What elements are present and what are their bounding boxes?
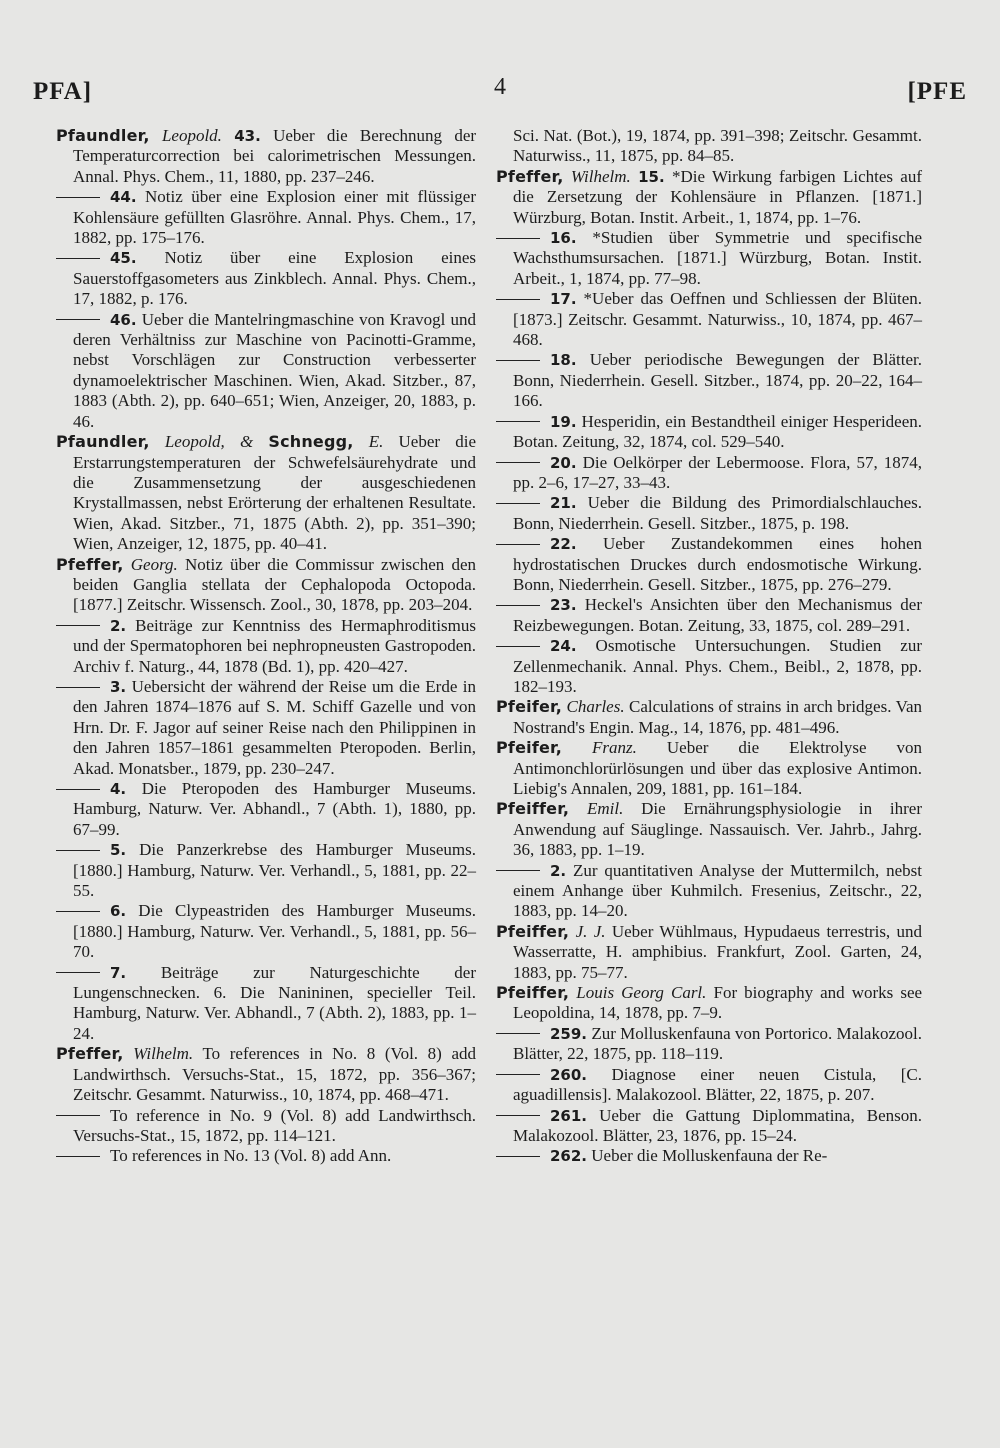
entry-number: 5. bbox=[110, 841, 127, 860]
bibliography-entry bbox=[56, 1044, 476, 1105]
entry-text: Ueber die Mantelringmaschine von Kravogl und deren Verhältniss zur Maschine von Pacinotti-Gramme, nebst Vorschlägen zur Construction verbesserter dynamoelektrischer Maschinen. Wien, Akad. Sitzber., 87, 1883 (Abth. 2), pp. 640–651; Wien, Anzeiger, 20, 1883, p. 46. bbox=[73, 309, 477, 431]
entry-text: Notiz über die Commissur zwischen den beiden Ganglia stellata der Cephalopoda Octopoda. [1877.] Zeitschr. Wissensch. Zool., 30, 1878, pp. 203–204. bbox=[73, 554, 477, 615]
ditto-dash bbox=[496, 1156, 540, 1157]
entry-number: 7. bbox=[110, 963, 127, 982]
ditto-dash bbox=[56, 1115, 100, 1116]
ditto-dash bbox=[56, 258, 100, 259]
entry-text: Beiträge zur Naturgeschichte der Lungenschnecken. 6. Die Nanininen, specieller Teil. Hamburg, Naturw. Ver. Abhandl., 7 (Abth. 2), 1883, pp. 1–24. bbox=[73, 962, 477, 1043]
bibliography-entry bbox=[496, 453, 922, 494]
entry-text: Calculations of strains in arch bridges. Van Nostrand's Engin. Mag., 14, 1876, pp. 481–496. bbox=[513, 697, 923, 737]
author-surname: Pfeffer, bbox=[496, 166, 564, 186]
author-surname: Pfaundler, bbox=[56, 126, 150, 145]
entry-number: 46. bbox=[110, 310, 137, 329]
entry-number: 22. bbox=[550, 535, 577, 554]
entry-number: 260. bbox=[550, 1065, 588, 1084]
bibliography-entry bbox=[496, 493, 922, 534]
entry-text: Ueber die Erstarrungstemperaturen der Schwefelsäurehydrate und die Zusammensetzung der ausgeschiedenen Krystallmassen, nebst Erörterung der erhaltenen Resultate. Wien, Akad. Sitzber., 71, 1875 (Abth. 2), pp. 351–390; Wien, Anzeiger, 12, 1875, pp. 40–41. bbox=[73, 432, 476, 554]
entry-number: 6. bbox=[110, 902, 127, 921]
ditto-dash bbox=[56, 687, 100, 688]
entry-text: Die Oelkörper der Lebermoose. Flora, 57, 1874, pp. 2–6, 17–27, 33–43. bbox=[513, 452, 923, 492]
coauthor-surname: Schnegg, bbox=[268, 432, 354, 452]
entry-text: Heckel's Ansichten über den Mechanismus der Reizbewegungen. Botan. Zeitung, 33, 1875, col. 289–291. bbox=[513, 595, 922, 635]
bibliography-entry bbox=[56, 248, 476, 309]
bibliography-entry bbox=[56, 963, 476, 1045]
entry-number: 2. bbox=[110, 616, 127, 635]
entry-number: 261. bbox=[550, 1106, 588, 1125]
bibliography-entry bbox=[496, 167, 922, 228]
entry-number: 23. bbox=[550, 596, 577, 615]
bibliography-entry bbox=[56, 901, 476, 962]
entry-text: Ueber die Gattung Diplommatina, Benson. Malakozool. Blätter, 23, 1876, pp. 15–24. bbox=[513, 1105, 922, 1145]
author-surname: Pfeffer, bbox=[56, 554, 124, 574]
right-column bbox=[496, 126, 922, 1167]
author-given-name: J. J. bbox=[575, 921, 606, 941]
entry-text: To references in No. 13 (Vol. 8) add Ann. bbox=[110, 1146, 392, 1166]
author-surname: Pfeiffer, bbox=[496, 921, 570, 941]
bibliography-entry bbox=[496, 861, 922, 922]
entry-text: Hesperidin, ein Bestandtheil einiger Hesperideen. Botan. Zeitung, 32, 1874, col. 529–540. bbox=[513, 411, 923, 452]
header-left-range: PFA] bbox=[33, 78, 93, 105]
page-header bbox=[33, 74, 967, 118]
entry-number: 259. bbox=[550, 1024, 588, 1043]
bibliography-entry bbox=[56, 1106, 476, 1147]
author-surname: Pfeffer, bbox=[56, 1044, 124, 1064]
entry-text: Zur quantitativen Analyse der Muttermilch, nebst einem Anhange über Kuhmilch. Fresenius, Zeitschr., 22, 1883, pp. 14–20. bbox=[513, 860, 922, 921]
entry-text: Osmotische Untersuchungen. Studien zur Zellenmechanik. Annal. Phys. Chem., Beibl., 2, 1878, pp. 182–193. bbox=[513, 636, 923, 696]
entry-text: Ueber die Molluskenfauna der Re- bbox=[591, 1146, 828, 1166]
entry-number: 24. bbox=[550, 637, 577, 656]
entry-text: Ueber Zustandekommen eines hohen hydrostatischen Druckes durch endosmotische Wirkung. Bonn, Niederrhein. Gesell. Sitzber., 1875, pp. 276–279. bbox=[513, 534, 923, 594]
bibliography-entry bbox=[496, 983, 922, 1024]
bibliography-entry bbox=[496, 636, 922, 697]
bibliography-entry bbox=[56, 126, 476, 187]
entry-number: 44. bbox=[110, 188, 137, 207]
author-surname: Pfaundler, bbox=[56, 432, 150, 452]
entry-number: 15. bbox=[638, 167, 665, 186]
bibliography-entry bbox=[496, 595, 922, 636]
bibliography-entry bbox=[496, 922, 922, 983]
left-column bbox=[56, 126, 476, 1167]
entry-text: For biography and works see Leopoldina, 14, 1878, pp. 7–9. bbox=[513, 983, 923, 1023]
page-number: 4 bbox=[494, 74, 506, 100]
entry-text: *Die Wirkung farbigen Lichtes auf die Zersetzung der Kohlensäure in Pflanzen. [1871.] Würzburg, Botan. Instit. Arbeit., 1, 1874, pp. 1–76. bbox=[513, 166, 923, 227]
ditto-dash bbox=[496, 360, 540, 361]
author-surname: Pfeiffer, bbox=[496, 983, 570, 1003]
ditto-dash bbox=[56, 850, 100, 851]
ditto-dash bbox=[496, 544, 540, 545]
author-given-name: Charles. bbox=[566, 697, 625, 717]
entry-text: Die Pteropoden des Hamburger Museums. Hamburg, Naturw. Ver. Abhandl., 7 (Abth. 1), 1880, pp. 67–99. bbox=[73, 779, 477, 839]
author-given-name: Wilhelm. bbox=[570, 166, 631, 186]
author-given-name: Leopold, & bbox=[164, 432, 254, 452]
entry-number: 3. bbox=[110, 677, 127, 696]
entry-number: 4. bbox=[110, 780, 127, 798]
bibliography-entry bbox=[56, 432, 476, 554]
entry-text: Uebersicht der während der Reise um die Erde in den Jahren 1874–1876 auf S. M. Schiff Gazelle und von Hrn. Dr. F. Jagor auf seiner Reise nach den Philippinen in den Jahren 1857–1861 gesammelten Pteropoden. Berlin, Akad. Monatsber., 1879, pp. 230–247. bbox=[73, 676, 477, 778]
entry-number: 262. bbox=[550, 1147, 588, 1166]
entry-text: Zur Molluskenfauna von Portorico. Malakozool. Blätter, 22, 1875, pp. 118–119. bbox=[513, 1023, 922, 1064]
entry-text: Diagnose einer neuen Cistula, [C. aguadillensis]. Malakozool. Blätter, 22, 1875, p. 207. bbox=[513, 1064, 922, 1105]
entry-text: Ueber periodische Bewegungen der Blätter. Bonn, Niederrhein. Gesell. Sitzber., 1874, pp. 20–22, 164–166. bbox=[513, 350, 923, 411]
entry-text: Notiz über eine Explosion einer mit flüssiger Kohlensäure gefüllten Glasröhre. Annal. Phys. Chem., 17, 1882, pp. 175–176. bbox=[73, 187, 476, 248]
ditto-dash bbox=[496, 1033, 540, 1034]
bibliography-entry bbox=[496, 289, 922, 350]
author-surname: Pfeiffer, bbox=[496, 799, 570, 819]
bibliography-entry bbox=[496, 126, 922, 167]
entry-text: Sci. Nat. (Bot.), 19, 1874, pp. 391–398; Zeitschr. Gesammt. Naturwiss., 11, 1875, pp. 84–85. bbox=[513, 126, 922, 166]
entry-number: 19. bbox=[550, 412, 577, 431]
bibliography-entry bbox=[496, 799, 922, 860]
ditto-dash bbox=[496, 646, 540, 647]
bibliography-entry bbox=[56, 616, 476, 677]
ditto-dash bbox=[496, 299, 540, 300]
ditto-dash bbox=[496, 870, 540, 871]
entry-text: Ueber die Bildung des Primordialschlauches. Bonn, Niederrhein. Gesell. Sitzber., 1875, p. 198. bbox=[513, 493, 922, 533]
ditto-dash bbox=[496, 503, 540, 504]
entry-text: Ueber die Elektrolyse von Antimonchlorürlösungen und über das explosive Antimon. Liebig's Annalen, 209, 1881, pp. 161–184. bbox=[513, 738, 922, 798]
entry-number: 16. bbox=[550, 229, 577, 248]
entry-number: 43. bbox=[234, 127, 261, 145]
entry-text: To references in No. 8 (Vol. 8) add Landwirthsch. Versuchs-Stat., 15, 1872, pp. 356–367; Zeitschr. Gesammt. Naturwiss., 10, 1874, pp. 468–471. bbox=[73, 1044, 477, 1105]
bibliography-entry bbox=[496, 228, 922, 289]
author-given-name: Leopold. bbox=[161, 126, 222, 145]
bibliography-entry bbox=[496, 1106, 922, 1147]
ditto-dash bbox=[496, 421, 540, 422]
bibliography-entry bbox=[496, 350, 922, 411]
bibliography-entry bbox=[56, 555, 476, 616]
entry-text: To reference in No. 9 (Vol. 8) add Landwirthsch. Versuchs-Stat., 15, 1872, pp. 114–121. bbox=[73, 1105, 476, 1145]
author-surname: Pfeifer, bbox=[496, 738, 563, 758]
ditto-dash bbox=[56, 972, 100, 973]
entry-text: Die Panzerkrebse des Hamburger Museums. [1880.] Hamburg, Naturw. Ver. Verhandl., 5, 1881, pp. 22–55. bbox=[73, 840, 476, 901]
entry-text: Beiträge zur Kenntniss des Hermaphroditismus und der Spermatophoren bei nephropneusten Gastropoden. Archiv f. Naturg., 44, 1878 (Bd. 1), pp. 420–427. bbox=[73, 615, 476, 676]
entry-number: 2. bbox=[550, 861, 567, 880]
ditto-dash bbox=[496, 605, 540, 606]
ditto-dash bbox=[496, 238, 540, 239]
bibliography-entry bbox=[496, 1065, 922, 1106]
ditto-dash bbox=[496, 1074, 540, 1075]
ditto-dash bbox=[56, 319, 100, 320]
bibliography-entry bbox=[496, 1024, 922, 1065]
entry-text: Ueber Wühlmaus, Hypudaeus terrestris, und Wasserratte, H. amphibius. Frankfurt, Zool. Garten, 24, 1883, pp. 75–77. bbox=[513, 921, 923, 982]
ditto-dash bbox=[56, 197, 100, 198]
entry-text: Die Ernährungsphysiologie in ihrer Anwendung auf Säuglinge. Nassauisch. Ver. Jahrb., Jahrg. 36, 1883, pp. 1–19. bbox=[513, 799, 923, 860]
bibliography-entry bbox=[56, 840, 476, 901]
author-surname: Pfeifer, bbox=[496, 697, 563, 717]
header-right-range: [PFE bbox=[907, 78, 967, 105]
author-given-name: Franz. bbox=[592, 738, 637, 758]
entry-number: 20. bbox=[550, 453, 577, 472]
entry-text: Ueber die Berechnung der Temperaturcorrection bei calorimetrischen Messungen. Annal. Phys. Chem., 11, 1880, pp. 237–246. bbox=[73, 126, 477, 186]
author-given-name: Wilhelm. bbox=[133, 1044, 194, 1064]
entry-number: 18. bbox=[550, 351, 577, 370]
entry-number: 21. bbox=[550, 494, 577, 513]
entry-text: *Ueber das Oeffnen und Schliessen der Blüten. [1873.] Zeitschr. Gesammt. Naturwiss., 10, 1874, pp. 467–468. bbox=[513, 289, 922, 350]
entry-number: 17. bbox=[550, 290, 577, 309]
ditto-dash bbox=[56, 1156, 100, 1157]
entry-text: *Studien über Symmetrie und specifische Wachsthumsursachen. [1871.] Würzburg, Botan. Instit. Arbeit., 1, 1874, pp. 77–98. bbox=[513, 228, 922, 288]
bibliography-entry bbox=[496, 1146, 922, 1166]
bibliography-entry bbox=[56, 1146, 476, 1166]
bibliography-entry bbox=[56, 779, 476, 840]
bibliography-entry bbox=[496, 738, 922, 799]
ditto-dash bbox=[496, 462, 540, 463]
author-given-name: Emil. bbox=[587, 799, 624, 819]
bibliography-entry bbox=[56, 187, 476, 248]
ditto-dash bbox=[56, 911, 100, 912]
author-given-name: Georg. bbox=[130, 554, 178, 574]
ditto-dash bbox=[56, 625, 100, 626]
bibliography-entry bbox=[56, 310, 476, 432]
bibliography-entry bbox=[496, 534, 922, 595]
bibliography-entry bbox=[56, 677, 476, 779]
bibliography-entry bbox=[496, 412, 922, 453]
entry-text: Notiz über eine Explosion eines Sauerstoffgasometers aus Zinkblech. Annal. Phys. Chem., 17, 1882, p. 176. bbox=[73, 248, 477, 309]
ditto-dash bbox=[496, 1115, 540, 1116]
coauthor-given-name: E. bbox=[368, 432, 384, 452]
author-given-name: Louis Georg Carl. bbox=[576, 983, 707, 1003]
bibliography-entry bbox=[496, 697, 922, 738]
entry-number: 45. bbox=[110, 249, 137, 268]
ditto-dash bbox=[56, 789, 100, 790]
entry-text: Die Clypeastriden des Hamburger Museums. [1880.] Hamburg, Naturw. Ver. Verhandl., 5, 1881, pp. 56–70. bbox=[73, 901, 476, 962]
